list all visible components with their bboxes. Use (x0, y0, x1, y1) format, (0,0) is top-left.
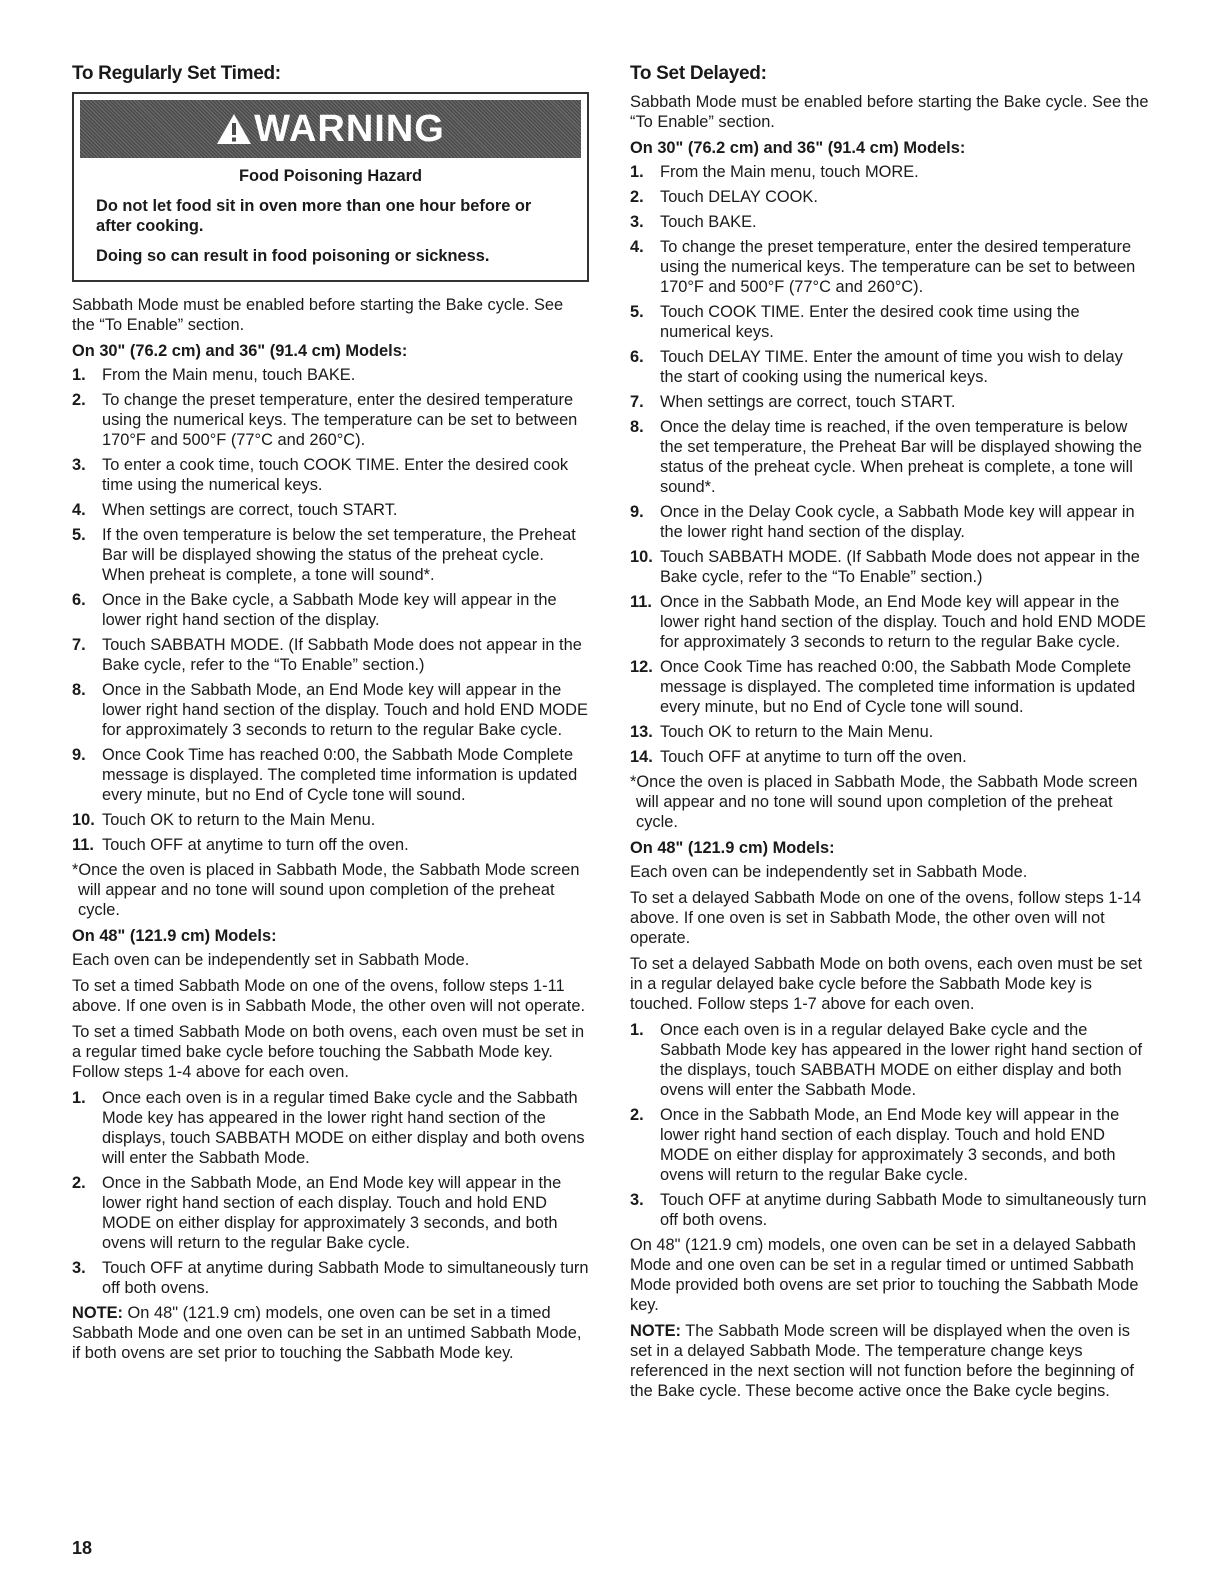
step-text: Once Cook Time has reached 0:00, the Sabbath Mode Complete message is displayed. The completed time information is updated every minute, but no End of Cycle tone will sound. (102, 746, 578, 804)
list-item (630, 237, 1150, 297)
list-item (630, 722, 1150, 742)
list-item (630, 187, 1150, 207)
right-column (630, 62, 1150, 1407)
step-number: 13. (630, 723, 653, 741)
hazard-consequence: Doing so can result in food poisoning or sickness. (96, 247, 490, 265)
timed-48-steps-list (72, 1088, 589, 1298)
intro-paragraph: Sabbath Mode must be enabled before starting the Bake cycle. See the “To Enable” section. (630, 93, 1149, 131)
step-number: 11. (72, 836, 94, 854)
list-item (630, 547, 1150, 587)
step-number: 3. (630, 213, 644, 231)
list-item (630, 592, 1150, 652)
list-item (630, 162, 1150, 182)
footnote: *Once the oven is placed in Sabbath Mode, the Sabbath Mode screen will appear and no tone will sound upon completion of the preheat cycle. (72, 861, 580, 919)
list-item (72, 455, 589, 495)
section-heading-delayed: To Set Delayed: (630, 63, 767, 84)
list-item (72, 1173, 589, 1253)
note-text: The Sabbath Mode screen will be displayed when the oven is set in a delayed Sabbath Mode. The temperature change keys referenced in the next section will not function before the beginning of the Bake cycle. These become active once the Bake cycle begins. (630, 1322, 1134, 1400)
step-text: Touch SABBATH MODE. (If Sabbath Mode does not appear in the Bake cycle, refer to the “To Enable” section.) (102, 636, 582, 674)
note-text: On 48" (121.9 cm) models, one oven can be set in a timed Sabbath Mode and one oven can be set in an untimed Sabbath Mode, if both ovens are set prior to touching the Sabbath Mode key. (72, 1304, 582, 1362)
step-number: 2. (72, 1174, 86, 1192)
step-text: Once the delay time is reached, if the oven temperature is below the set temperature, the Preheat Bar will be displayed showing the status of the preheat cycle. When preheat is complete, a tone will sound*. (660, 418, 1142, 496)
step-text: Once in the Delay Cook cycle, a Sabbath Mode key will appear in the lower right hand section of the display. (660, 503, 1135, 541)
step-text: Touch SABBATH MODE. (If Sabbath Mode does not appear in the Bake cycle, refer to the “To Enable” section.) (660, 548, 1140, 586)
footnote: *Once the oven is placed in Sabbath Mode, the Sabbath Mode screen will appear and no tone will sound upon completion of the preheat cycle. (630, 773, 1138, 831)
note-label: NOTE: (72, 1304, 123, 1322)
paragraph-48-both-ovens: To set a timed Sabbath Mode on both ovens, each oven must be set in a regular timed bake cycle before touching the Sabbath Mode key. Follow steps 1-4 above for each oven. (72, 1023, 585, 1081)
paragraph-48-one-oven: To set a timed Sabbath Mode on one of the ovens, follow steps 1-11 above. If one oven is in Sabbath Mode, the other oven will not operate. (72, 977, 585, 1015)
step-number: 14. (630, 748, 653, 766)
list-item (72, 1258, 589, 1298)
step-number: 9. (72, 746, 86, 764)
step-text: Touch DELAY TIME. Enter the amount of time you wish to delay the start of cooking using the numerical keys. (660, 348, 1123, 386)
step-text: Touch OFF at anytime to turn off the oven. (102, 836, 409, 854)
list-item (72, 525, 589, 585)
list-item (72, 500, 589, 520)
list-item (72, 680, 589, 740)
warning-triangle-icon (216, 113, 252, 145)
step-number: 2. (72, 391, 86, 409)
step-text: To change the preset temperature, enter the desired temperature using the numerical keys. The temperature can be set to between 170°F and 500°F (77°C and 260°C). (102, 391, 578, 449)
list-item (630, 417, 1150, 497)
subheading-48-models: On 48" (121.9 cm) Models: (630, 839, 835, 857)
step-number: 6. (630, 348, 644, 366)
list-item (630, 657, 1150, 717)
warning-banner (80, 100, 581, 158)
step-text: Touch OFF at anytime during Sabbath Mode to simultaneously turn off both ovens. (102, 1259, 589, 1297)
step-text: Once each oven is in a regular delayed Bake cycle and the Sabbath Mode key has appeared in the lower right hand section of the displays, touch SABBATH MODE on either display and both ovens will enter the Sabbath Mode. (660, 1021, 1143, 1099)
subheading-30-36-models: On 30" (76.2 cm) and 36" (91.4 cm) Models: (630, 139, 966, 157)
warning-banner-text: WARNING (254, 107, 445, 150)
step-text: To enter a cook time, touch COOK TIME. Enter the desired cook time using the numerical keys. (102, 456, 569, 494)
step-text: Once in the Sabbath Mode, an End Mode key will appear in the lower right hand section of the display. Touch and hold END MODE for approximately 3 seconds to return to the regular Bake cycle. (102, 681, 588, 739)
step-number: 3. (72, 1259, 86, 1277)
step-text: Once each oven is in a regular timed Bake cycle and the Sabbath Mode key has appeared in the lower right hand section of the displays, touch SABBATH MODE on either display and both ovens will enter the Sabbath Mode. (102, 1089, 585, 1167)
step-number: 3. (72, 456, 86, 474)
delayed-steps-list (630, 162, 1150, 767)
list-item (72, 590, 589, 630)
page-number: 18 (72, 1538, 93, 1558)
intro-paragraph: Sabbath Mode must be enabled before starting the Bake cycle. See the “To Enable” section. (72, 296, 564, 334)
list-item (72, 365, 589, 385)
step-text: Once in the Sabbath Mode, an End Mode key will appear in the lower right hand section of each display. Touch and hold END MODE on either display for approximately 3 seconds, and both ovens will return to the regular Bake cycle. (660, 1106, 1120, 1184)
list-item (72, 810, 589, 830)
step-number: 5. (630, 303, 644, 321)
step-number: 4. (630, 238, 644, 256)
step-number: 3. (630, 1191, 644, 1209)
step-number: 10. (72, 811, 95, 829)
list-item (630, 392, 1150, 412)
left-column (72, 62, 589, 1369)
step-number: 7. (630, 393, 644, 411)
section-heading-timed: To Regularly Set Timed: (72, 63, 281, 84)
step-number: 12. (630, 658, 653, 676)
list-item (630, 347, 1150, 387)
step-text: Once in the Bake cycle, a Sabbath Mode key will appear in the lower right hand section of the display. (102, 591, 557, 629)
step-number: 11. (630, 593, 652, 611)
step-number: 10. (630, 548, 653, 566)
paragraph-48-both-ovens: To set a delayed Sabbath Mode on both ovens, each oven must be set in a regular delayed bake cycle before the Sabbath Mode key is touched. Follow steps 1-7 above for each oven. (630, 955, 1143, 1013)
list-item (630, 747, 1150, 767)
list-item (72, 635, 589, 675)
step-number: 1. (72, 366, 86, 384)
step-number: 6. (72, 591, 86, 609)
subheading-30-36-models: On 30" (76.2 cm) and 36" (91.4 cm) Models: (72, 342, 408, 360)
step-text: Once Cook Time has reached 0:00, the Sabbath Mode Complete message is displayed. The completed time information is updated every minute, but no End of Cycle tone will sound. (660, 658, 1136, 716)
step-text: Touch OK to return to the Main Menu. (102, 811, 376, 829)
list-item (72, 745, 589, 805)
step-number: 7. (72, 636, 86, 654)
list-item (72, 390, 589, 450)
list-item (630, 1020, 1150, 1100)
paragraph-48-mixed-modes: On 48" (121.9 cm) models, one oven can be set in a delayed Sabbath Mode and one oven can be set in a regular timed or untimed Sabbath Mode provided both ovens are set prior to touching the Sabbath Mode key. (630, 1236, 1139, 1314)
step-text: When settings are correct, touch START. (102, 501, 398, 519)
list-item (630, 302, 1150, 342)
warning-body (74, 158, 587, 280)
list-item (72, 835, 589, 855)
paragraph-48-independent: Each oven can be independently set in Sabbath Mode. (630, 863, 1028, 881)
note-paragraph (630, 1321, 1150, 1401)
step-number: 2. (630, 1106, 644, 1124)
step-text: To change the preset temperature, enter the desired temperature using the numerical keys. The temperature can be set to between 170°F and 500°F (77°C and 260°C). (660, 238, 1136, 296)
list-item (630, 502, 1150, 542)
hazard-instruction: Do not let food sit in oven more than one hour before or after cooking. (96, 197, 532, 235)
list-item (630, 212, 1150, 232)
step-text: Once in the Sabbath Mode, an End Mode key will appear in the lower right hand section of each display. Touch and hold END MODE on either display for approximately 3 seconds, and both ovens will return to the regular Bake cycle. (102, 1174, 562, 1252)
list-item (630, 1190, 1150, 1230)
subheading-48-models: On 48" (121.9 cm) Models: (72, 927, 277, 945)
step-text: Touch DELAY COOK. (660, 188, 818, 206)
step-number: 1. (72, 1089, 86, 1107)
step-text: Touch BAKE. (660, 213, 757, 231)
list-item (630, 1105, 1150, 1185)
step-number: 8. (72, 681, 86, 699)
step-number: 9. (630, 503, 644, 521)
paragraph-48-independent: Each oven can be independently set in Sabbath Mode. (72, 951, 470, 969)
step-text: Touch OK to return to the Main Menu. (660, 723, 934, 741)
step-number: 2. (630, 188, 644, 206)
step-text: Touch COOK TIME. Enter the desired cook time using the numerical keys. (660, 303, 1080, 341)
step-text: Touch OFF at anytime during Sabbath Mode to simultaneously turn off both ovens. (660, 1191, 1147, 1229)
note-paragraph (72, 1303, 589, 1363)
step-text: Touch OFF at anytime to turn off the oven. (660, 748, 967, 766)
step-number: 1. (630, 163, 644, 181)
delayed-48-steps-list (630, 1020, 1150, 1230)
step-text: From the Main menu, touch BAKE. (102, 366, 356, 384)
step-text: When settings are correct, touch START. (660, 393, 956, 411)
list-item (72, 1088, 589, 1168)
step-number: 1. (630, 1021, 644, 1039)
timed-steps-list (72, 365, 589, 855)
step-text: Once in the Sabbath Mode, an End Mode key will appear in the lower right hand section of the display. Touch and hold END MODE for approximately 3 seconds to return to the regular Bake cycle. (660, 593, 1146, 651)
paragraph-48-one-oven: To set a delayed Sabbath Mode on one of the ovens, follow steps 1-14 above. If one oven is set in Sabbath Mode, the other oven will not operate. (630, 889, 1142, 947)
step-number: 4. (72, 501, 86, 519)
step-number: 5. (72, 526, 86, 544)
warning-box (72, 92, 589, 282)
hazard-title: Food Poisoning Hazard (238, 167, 423, 185)
note-label: NOTE: (630, 1322, 681, 1340)
step-text: If the oven temperature is below the set temperature, the Preheat Bar will be displayed showing the status of the preheat cycle. When preheat is complete, a tone will sound*. (102, 526, 576, 584)
step-number: 8. (630, 418, 644, 436)
step-text: From the Main menu, touch MORE. (660, 163, 919, 181)
